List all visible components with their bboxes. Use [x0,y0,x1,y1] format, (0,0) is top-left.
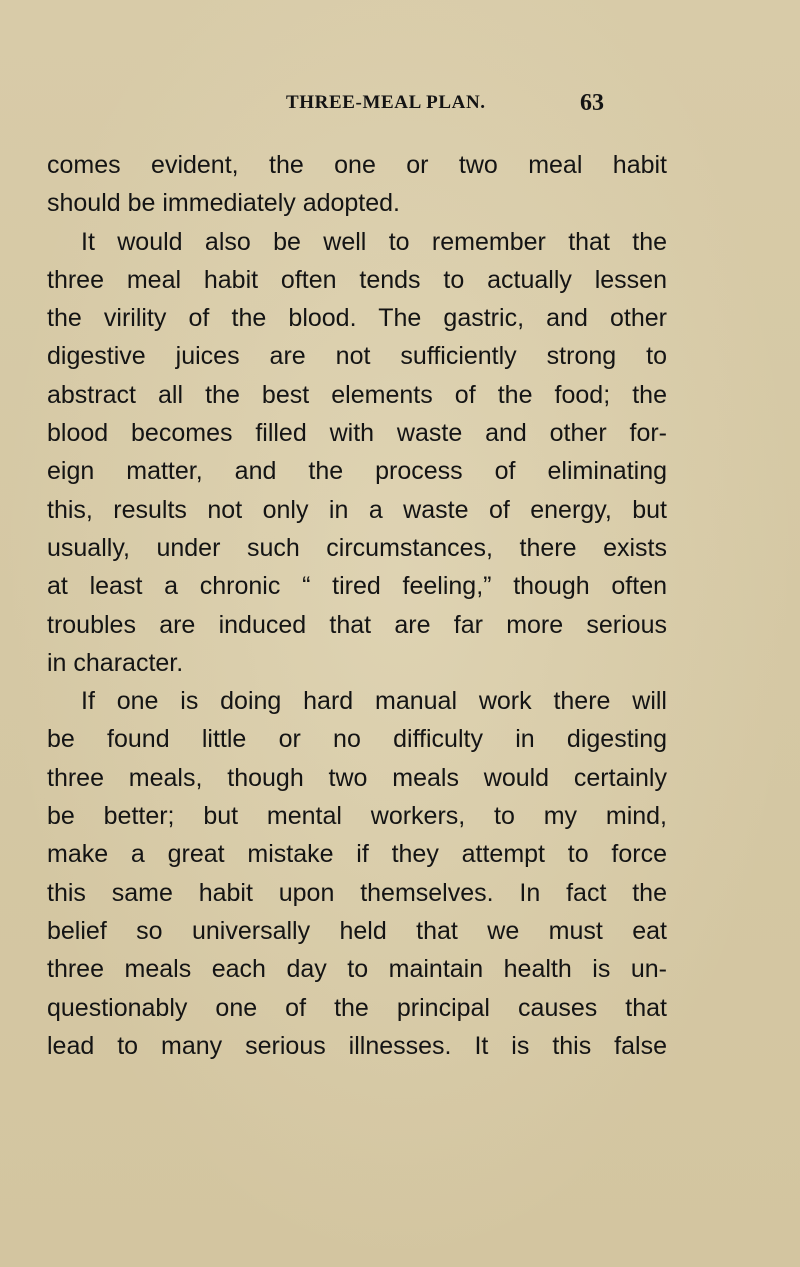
page-number: 63 [580,90,604,116]
text-line: questionably one of the principal causes that [47,993,667,1022]
text-line: make a great mistake if they attempt to force [47,840,667,869]
text-line: be found little or no difficulty in digesting [47,725,667,754]
text-line: be better; but mental workers, to my mind, [47,802,667,831]
text-line: comes evident, the one or two meal habit [47,151,667,179]
text-line: belief so universally held that we must eat [47,916,667,945]
text-line: three meals each day to maintain health is un- [47,955,667,984]
text-line: abstract all the best elements of the food; the [47,380,667,409]
text-line: should be immediately adopted. [47,189,401,218]
paragraph-first-line: If one is doing hard manual work there will [81,687,667,716]
running-head: THREE-MEAL PLAN. [286,92,486,113]
text-line: this, results not only in a waste of energy, but [47,495,667,524]
text-line: eign matter, and the process of eliminating [47,457,667,486]
body-text [47,146,667,1065]
text-line: at least a chronic “ tired feeling,” though often [47,572,667,601]
paragraph-first-line: It would also be well to remember that the [81,227,667,256]
text-line: the virility of the blood. The gastric, and other [47,304,667,333]
page-header [286,92,616,122]
text-line: three meal habit often tends to actually lessen [47,265,667,294]
text-line: three meals, though two meals would certainly [47,763,667,792]
text-line: digestive juices are not sufficiently strong to [47,342,667,371]
text-line: this same habit upon themselves. In fact the [47,878,667,907]
text-line: usually, under such circumstances, there exists [47,533,667,562]
text-line: in character. [47,648,184,677]
text-line: blood becomes filled with waste and other for- [47,419,667,448]
text-line: lead to many serious illnesses. It is this false [47,1031,667,1060]
text-line: troubles are induced that are far more serious [47,610,667,639]
